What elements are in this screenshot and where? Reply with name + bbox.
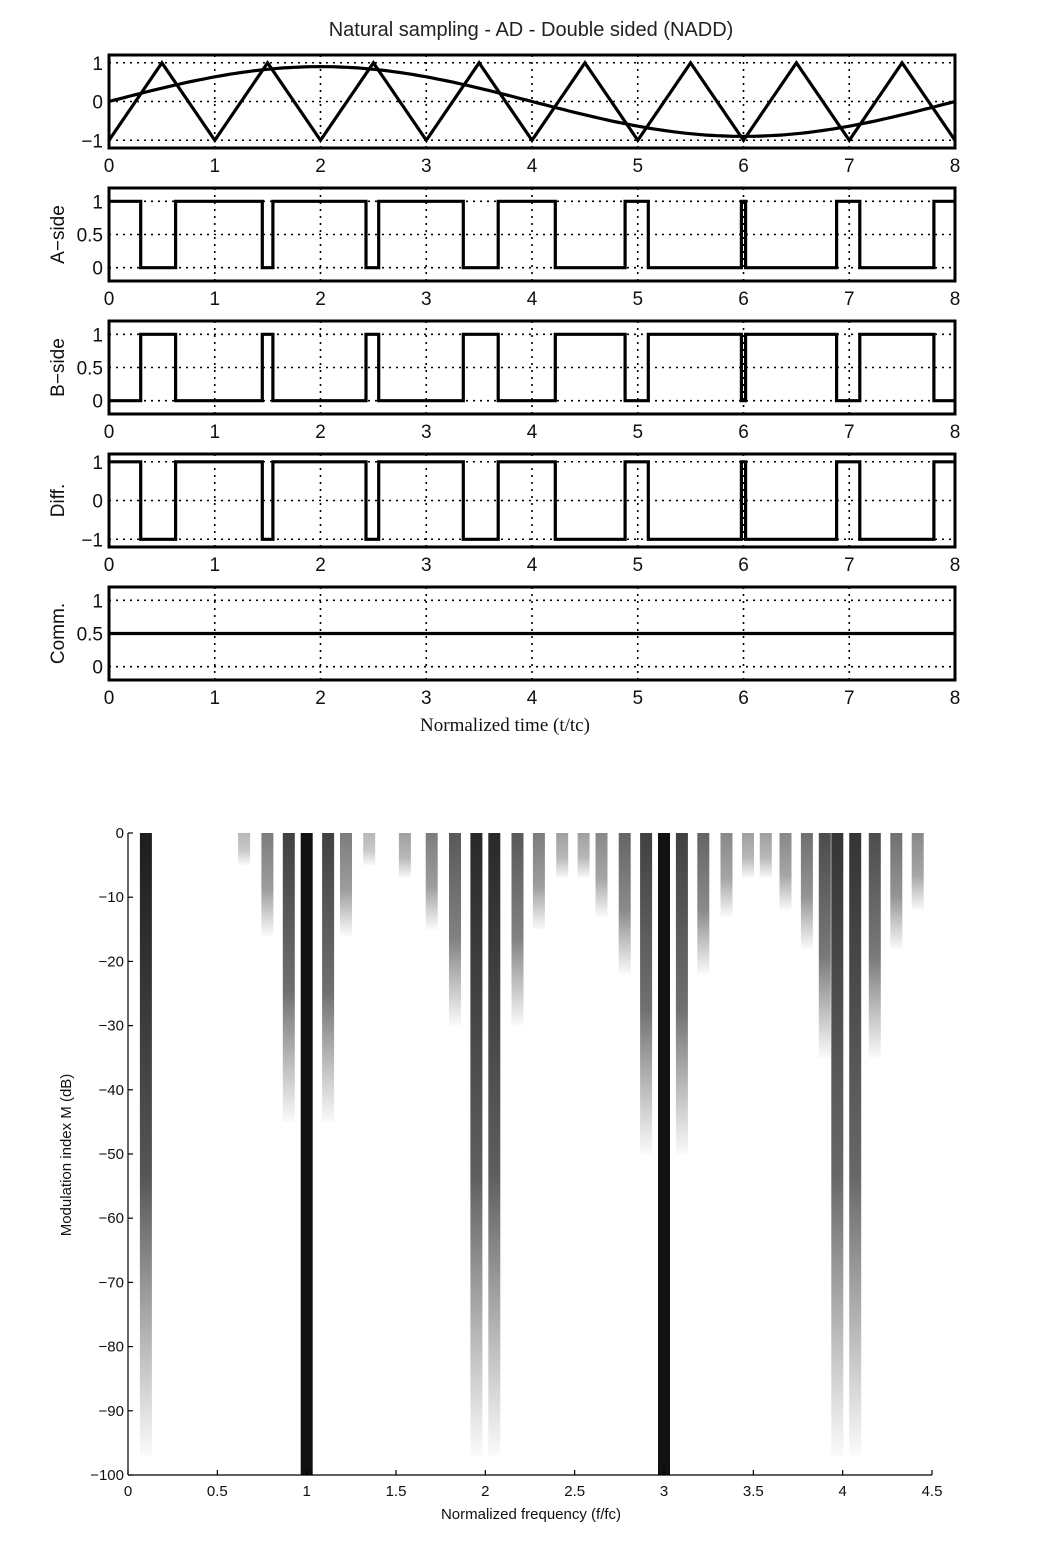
x-tick-label: 7: [843, 688, 855, 709]
spectral-line: [301, 833, 313, 1475]
x-tick-label: 3: [420, 555, 432, 576]
spectral-line: [676, 833, 688, 1154]
spectral-line: [912, 833, 924, 910]
x-tick-label: 1: [209, 289, 221, 310]
spectral-line: [640, 833, 652, 1154]
y-tick-label: 0: [92, 92, 103, 114]
x-tick-label: 0.5: [206, 1483, 228, 1500]
y-tick-label: −1: [81, 530, 103, 552]
y-axis-label: B−side: [48, 338, 69, 397]
spectral-line: [556, 833, 568, 878]
spectral-line: [721, 833, 733, 917]
spectral-line: [819, 833, 831, 1058]
frequency-axis-label: Normalized frequency (f/fc): [440, 1506, 622, 1523]
x-tick-label: 0: [103, 289, 115, 310]
x-tick-label: 2: [315, 555, 326, 576]
x-tick-label: 5: [632, 289, 644, 310]
x-tick-label: 2: [315, 422, 326, 443]
x-tick-label: 3: [420, 422, 432, 443]
x-tick-label: 4: [526, 422, 538, 443]
x-tick-label: 5: [632, 422, 644, 443]
x-tick-label: 4: [526, 688, 538, 709]
x-tick-label: 6: [738, 289, 749, 310]
y-tick-label: 0.5: [76, 225, 103, 247]
x-tick-label: 1: [209, 422, 221, 443]
time-domain-panels: [48, 54, 960, 709]
spectral-line: [363, 833, 375, 865]
x-tick-label: 5: [632, 688, 644, 709]
y-tick-label: 1: [92, 452, 103, 474]
y-tick-label: −40: [98, 1081, 124, 1099]
spectral-line: [760, 833, 772, 878]
y-axis-label: Comm.: [48, 602, 69, 665]
x-tick-label: 4: [526, 289, 538, 310]
x-tick-label: 8: [949, 688, 961, 709]
x-tick-label: 2: [315, 289, 326, 310]
panel-diff: [48, 453, 960, 576]
spectral-line: [533, 833, 545, 929]
time-axis-label: Normalized time (t/tc): [420, 715, 590, 736]
y-tick-label: −20: [98, 953, 124, 971]
y-tick-label: 0: [92, 391, 103, 413]
y-tick-label: −1: [81, 131, 103, 153]
x-tick-label: 8: [949, 156, 961, 177]
panel-reference: [81, 54, 960, 177]
x-tick-label: 1.5: [385, 1483, 407, 1500]
spectral-line: [426, 833, 438, 929]
y-axis-label: Diff.: [48, 483, 69, 518]
x-tick-label: 2: [481, 1483, 490, 1500]
x-tick-label: 8: [949, 289, 961, 310]
x-tick-label: 3: [659, 1483, 669, 1500]
spectral-line: [596, 833, 608, 917]
x-tick-label: 0: [103, 156, 115, 177]
spectral-line: [658, 833, 670, 1475]
spectral-line: [849, 833, 861, 1456]
x-tick-label: 3: [420, 289, 432, 310]
y-tick-label: 0: [92, 258, 103, 280]
x-tick-label: 2: [315, 156, 326, 177]
x-tick-label: 1: [209, 156, 221, 177]
panel-b-side: [48, 321, 960, 443]
y-tick-label: −50: [98, 1146, 124, 1163]
x-tick-label: 7: [843, 555, 855, 576]
x-tick-label: 7: [843, 289, 855, 310]
spectral-line: [322, 833, 334, 1122]
y-tick-label: 0: [115, 825, 124, 842]
spectral-line: [869, 833, 881, 1058]
y-tick-label: 0.5: [76, 624, 103, 646]
x-tick-label: 4: [526, 555, 538, 576]
x-tick-label: 4: [838, 1483, 847, 1500]
spectral-line: [512, 833, 524, 1026]
spectral-line: [399, 833, 411, 878]
spectral-line: [697, 833, 709, 974]
y-tick-label: 0.5: [76, 358, 103, 380]
chart-title: Natural sampling - AD - Double sided (NADD): [328, 19, 734, 41]
spectral-line: [488, 833, 500, 1456]
spectral-line: [140, 833, 152, 1456]
x-tick-label: 0: [103, 688, 115, 709]
x-tick-label: 4: [526, 156, 538, 177]
x-tick-label: 8: [949, 555, 961, 576]
y-tick-label: −30: [98, 1017, 124, 1035]
spectral-line: [578, 833, 590, 878]
y-tick-label: 1: [92, 53, 103, 75]
spectral-line: [470, 833, 482, 1456]
spectral-line: [340, 833, 352, 936]
spectral-line: [742, 833, 754, 878]
x-tick-label: 0: [103, 422, 115, 443]
x-tick-label: 5: [632, 156, 644, 177]
x-tick-label: 0: [123, 1483, 133, 1500]
spectral-line: [890, 833, 902, 949]
spectral-line: [283, 833, 295, 1122]
y-tick-label: −90: [98, 1402, 124, 1420]
spectral-line: [780, 833, 792, 910]
spectral-line: [619, 833, 631, 974]
x-tick-label: 0: [103, 555, 115, 576]
x-tick-label: 3.5: [742, 1483, 764, 1500]
spectral-line: [801, 833, 813, 949]
x-tick-label: 2: [315, 688, 326, 709]
x-tick-label: 5: [632, 555, 644, 576]
x-tick-label: 7: [843, 422, 855, 443]
y-tick-label: −10: [98, 889, 124, 907]
x-tick-label: 2.5: [564, 1483, 586, 1500]
modulation-index-axis-label: Modulation index M (dB): [58, 1073, 75, 1237]
y-tick-label: 0: [92, 657, 103, 679]
x-tick-label: 8: [949, 422, 961, 443]
x-tick-label: 6: [738, 555, 749, 576]
y-tick-label: 1: [92, 591, 103, 613]
y-tick-label: −100: [90, 1467, 124, 1484]
spectral-line: [238, 833, 250, 865]
x-tick-label: 3: [420, 156, 432, 177]
y-tick-label: 1: [92, 325, 103, 347]
spectral-line: [831, 833, 843, 1456]
x-tick-label: 6: [738, 688, 749, 709]
y-tick-label: −70: [98, 1274, 124, 1292]
y-tick-label: 0: [92, 491, 103, 513]
x-tick-label: 4.5: [921, 1483, 943, 1500]
panel-a-side: [48, 188, 960, 310]
spectral-line: [449, 833, 461, 1026]
y-axis-label: A−side: [48, 205, 69, 264]
x-tick-label: 7: [843, 156, 855, 177]
y-tick-label: −60: [98, 1210, 124, 1228]
x-tick-label: 3: [420, 688, 432, 709]
x-tick-label: 1: [209, 688, 221, 709]
y-tick-label: 1: [92, 192, 103, 214]
x-tick-label: 1: [209, 555, 221, 576]
y-tick-label: −80: [98, 1338, 124, 1356]
panel-comm: [48, 587, 960, 709]
x-tick-label: 6: [738, 156, 749, 177]
x-tick-label: 1: [302, 1483, 311, 1500]
spectral-line: [261, 833, 273, 936]
spectrum-plot: [90, 825, 942, 1500]
x-tick-label: 6: [738, 422, 749, 443]
